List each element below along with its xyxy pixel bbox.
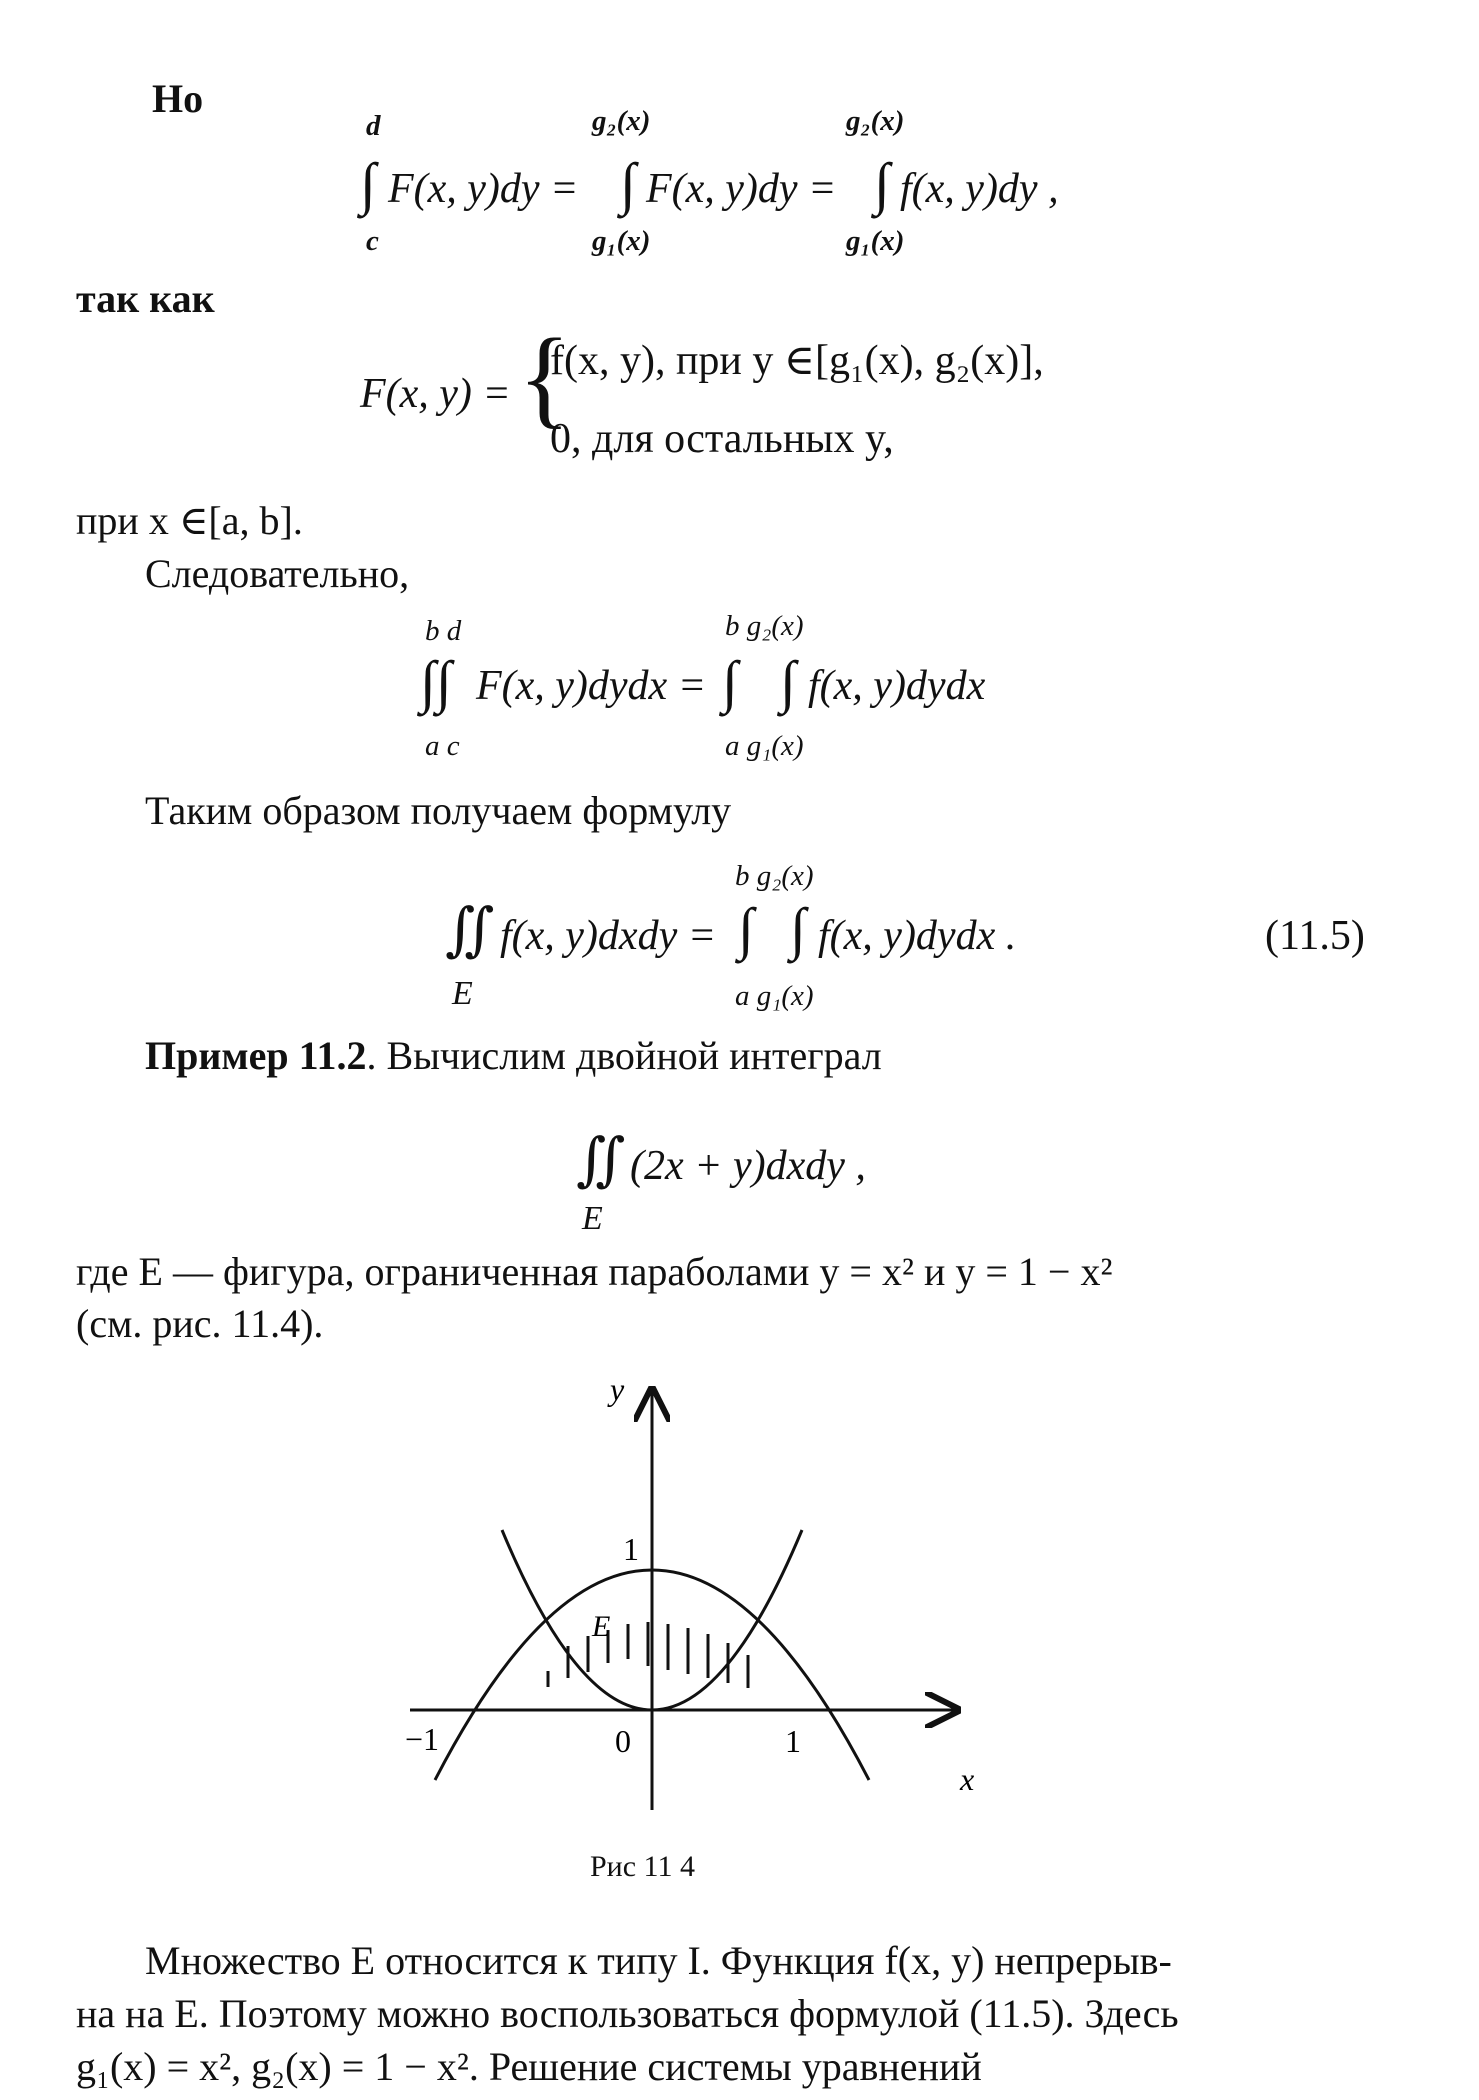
limit-bottom: E [452, 975, 473, 1012]
tick-label-1-x: 1 [785, 1723, 801, 1759]
paragraph-line-3: g₁(x) = x², g₂(x) = 1 − x². Решение системы уравнений [76, 2044, 982, 2089]
axis-label-y: y [610, 1371, 625, 1407]
integral-sign: ∬ [576, 1127, 626, 1192]
limit-bottom: a c [425, 730, 460, 762]
text-see-fig: (см. рис. 11.4). [76, 1301, 324, 1346]
text-sledovatelno: Следовательно, [145, 551, 410, 596]
example-text: . Вычислим двойной интеграл [366, 1033, 882, 1078]
region-hatching [548, 1622, 748, 1688]
limit-top: b g₂(x) [725, 610, 804, 642]
text-pri-x: при x ∈[a, b]. [76, 498, 303, 543]
integral-sign: ∫ [790, 896, 806, 961]
limit-top: g₂(x) [846, 105, 905, 137]
word-no: Но [152, 76, 204, 121]
limit-bottom: a g₁(x) [735, 980, 814, 1012]
paragraph-line-2: на на E. Поэтому можно воспользоваться формулой (11.5). Здесь [76, 1991, 1179, 2036]
figure-caption: Рис 11 4 [590, 1850, 695, 1883]
example-label: Пример 11.2 [145, 1033, 367, 1078]
integral-sign: ∬ [445, 897, 495, 962]
integral-sign: ∫ [874, 151, 890, 216]
limit-bottom: g₁(x) [846, 225, 905, 257]
integral-sign: ∫ [722, 649, 738, 714]
integral-sign: ∫ [360, 151, 376, 216]
equation-number: (11.5) [1265, 913, 1365, 959]
eq2-lhs: F(x, y) = [360, 371, 511, 417]
eq1-part1: F(x, y)dy = [388, 166, 579, 212]
eq2-case2: 0, для остальных y, [550, 416, 894, 462]
eq4-rhs: f(x, y)dydx . [818, 913, 1017, 959]
axis-label-x: x [960, 1761, 975, 1797]
integral-sign: ∫∫ [420, 649, 452, 714]
eq1-part3: f(x, y)dy , [900, 166, 1059, 212]
region-label: E [592, 1610, 611, 1643]
limit-bottom: c [366, 225, 379, 257]
integral-sign: ∫ [780, 649, 796, 714]
eq3-lhs: F(x, y)dydx = [476, 663, 707, 709]
limit-top: g₂(x) [592, 105, 651, 137]
limit-bottom: g₁(x) [592, 225, 651, 257]
text-takim-obrazom: Таким образом получаем формулу [145, 788, 732, 833]
limit-top: b d [425, 615, 462, 647]
example-heading [145, 1032, 882, 1079]
eq2-case1: f(x, y), при y ∈[g₁(x), g₂(x)], [550, 338, 1044, 384]
eq4-lhs: f(x, y)dxdy = [500, 913, 717, 959]
left-brace: { [518, 316, 571, 438]
tick-label-neg1: −1 [405, 1721, 440, 1757]
limit-bottom: a g₁(x) [725, 730, 804, 762]
word-tak-kak: так как [76, 276, 215, 321]
tick-label-1-y: 1 [623, 1531, 639, 1567]
tick-label-origin: 0 [615, 1723, 631, 1759]
limit-top: b g₂(x) [735, 860, 814, 892]
integral-sign: ∫ [620, 151, 636, 216]
limit-bottom: E [582, 1200, 603, 1237]
paragraph-line-1: Множество E относится к типу I. Функция f(x, y) непрерыв- [145, 1938, 1172, 1983]
eq5-body: (2x + y)dxdy , [630, 1143, 866, 1189]
eq1-part2: F(x, y)dy = [646, 166, 837, 212]
text-where: где E — фигура, ограниченная параболами y = x² и y = 1 − x² [76, 1249, 1113, 1294]
eq3-rhs: f(x, y)dydx [808, 663, 986, 709]
integral-sign: ∫ [738, 896, 754, 961]
figure-11-4 [380, 1370, 980, 1830]
limit-top: d [366, 110, 381, 142]
